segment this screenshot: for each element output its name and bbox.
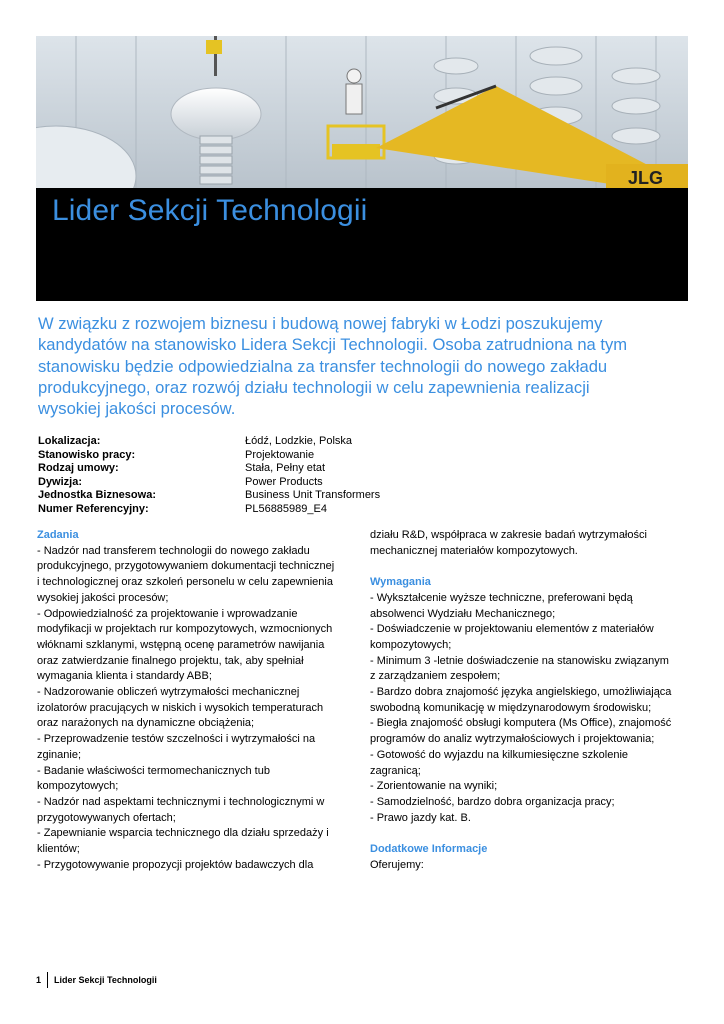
text-line: - Prawo jazdy kat. B. [370,811,471,824]
info-label: Jednostka Biznesowa: [38,489,156,502]
info-row-reference [38,503,380,517]
text-line: - Badanie właściwości termomechanicznych tub [37,764,270,777]
page-title: Lider Sekcji Technologii [52,194,368,227]
text-line: - Przeprowadzenie testów szczelności i wytrzymałości na [37,733,316,746]
info-value: Łódź, Lodzkie, Polska [245,435,353,447]
text-line: i technologicznej oraz szkoleń personelu w celu zapewnienia [37,576,333,589]
info-label: Lokalizacja: [38,435,101,447]
page-number: 1 [36,975,42,985]
text-line: oraz zatwierdzanie finalnego projektu, tak, aby spełniał [37,654,304,667]
text-line: kompozytowych; [37,780,119,793]
text-line: swobodną komunikację w międzynarodowym środowisku; [370,701,652,714]
left-column [37,528,337,873]
hero-image [36,36,688,188]
info-label: Stanowisko pracy: [38,448,136,461]
text-line: programów do analiz wytrzymałościowych i projektowania; [370,733,655,746]
info-value: Power Products [245,475,323,488]
dodatkowe-list [370,858,670,874]
info-row-position [38,449,380,463]
text-line: mechanicznej materiałów kompozytowych. [370,544,578,557]
title-band [36,188,688,301]
text-line: - Nadzorowanie obliczeń wytrzymałości mechanicznej [37,686,300,699]
text-line: działu R&D, współpraca w zakresie badań wytrzymałości [370,529,647,541]
info-label: Numer Referencyjny: [38,502,149,515]
text-line: - Przygotowywanie propozycji projektów badawczych dla [37,858,314,871]
job-info-table [38,435,380,517]
text-line: absolwenci Wydziału Mechanicznego; [370,607,556,620]
info-row-business-unit [38,489,380,503]
info-label: Dywizja: [38,475,83,488]
info-value: Stała, Pełny etat [245,462,326,475]
info-value: Projektowanie [245,448,315,461]
text-line: wymagania klienta i standardy ABB; [37,670,212,683]
text-line: - Bardzo dobra znajomość języka angielskiego, umożliwiająca [370,686,672,699]
text-line: zginanie; [37,748,82,761]
text-line: - Odpowiedzialność za projektowanie i wprowadzanie [37,607,298,620]
zadania-continuation [370,528,670,559]
info-value: Business Unit Transformers [245,489,381,502]
section-heading-zadania: Zadania [37,529,79,541]
info-row-location [38,435,380,449]
text-line: - Samodzielność, bardzo dobra organizacja pracy; [370,795,615,808]
section-heading-wymagania: Wymagania [370,576,431,589]
intro-line: W związku z rozwojem biznesu i budową nowej fabryki w Łodzi poszukujemy [38,314,603,333]
text-line: produkcyjnego, przygotowywaniem dokumentacji technicznej [37,560,335,573]
text-line: włóknami szklanymi, wstępną ocenę parametrów nawijania [37,638,325,651]
text-line: oraz narażonych na dynamiczne obciążenia; [37,717,255,730]
text-line: - Gotowość do wyjazdu na kilkumiesięczne szkolenie [370,748,629,761]
info-row-contract [38,462,380,476]
text-line: - Minimum 3 -letnie doświadczenie na stanowisku związanym [370,654,669,667]
intro-line: kandydatów na stanowisko Lidera Sekcji Technologii. Osoba zatrudniona na tym [38,335,628,355]
info-value: PL56885989_E4 [245,502,327,515]
intro-line: wysokiej jakości procesów. [38,399,236,419]
text-line: izolatorów pracujących w niskich i wysokich temperaturach [37,701,324,714]
text-line: - Wykształcenie wyższe techniczne, preferowani będą [370,591,633,604]
wymagania-list [370,591,670,827]
text-line: kompozytowych; [370,638,452,651]
footer-divider [47,972,48,988]
page-footer [36,972,157,988]
text-line: - Nadzór nad aspektami technicznymi i technologicznymi w [37,795,325,808]
intro-paragraph [38,313,678,419]
intro-line: produkcyjnego, oraz rozwój działu technologii w celu zapewnienia realizacji [38,377,590,397]
info-label: Rodzaj umowy: [38,462,119,475]
text-line: zagranicą; [370,764,421,777]
text-line: - Doświadczenie w projektowaniu elementów z materiałów [370,623,654,636]
hero-photo-illustration [36,36,688,188]
footer-title: Lider Sekcji Technologii [54,975,157,985]
text-line: - Zorientowanie na wyniki; [370,780,498,793]
text-line: Oferujemy: [370,858,424,871]
text-line: klientów; [37,843,80,856]
text-line: - Zapewnianie wsparcia technicznego dla działu sprzedaży i [37,827,329,840]
section-heading-dodatkowe: Dodatkowe Informacje [370,843,488,856]
text-line: z zarządzaniem zespołem; [370,670,501,683]
text-line: - Biegła znajomość obsługi komputera (Ms Office), znajomość [370,717,672,730]
intro-line: stanowisku będzie odpowiedzialna za transfer technologii do nowego zakładu [38,356,608,376]
text-line: przygotowywanych ofertach; [37,811,176,824]
text-line: modyfikacji w projektach rur kompozytowych, wzmocnionych [37,623,333,636]
lift-brand-mark: JLG [628,168,664,188]
zadania-list [37,544,337,874]
info-row-division [38,476,380,490]
text-line: - Nadzór nad transferem technologii do nowego zakładu [37,544,310,557]
right-column [370,528,670,873]
text-line: wysokiej jakości procesów; [37,591,169,604]
